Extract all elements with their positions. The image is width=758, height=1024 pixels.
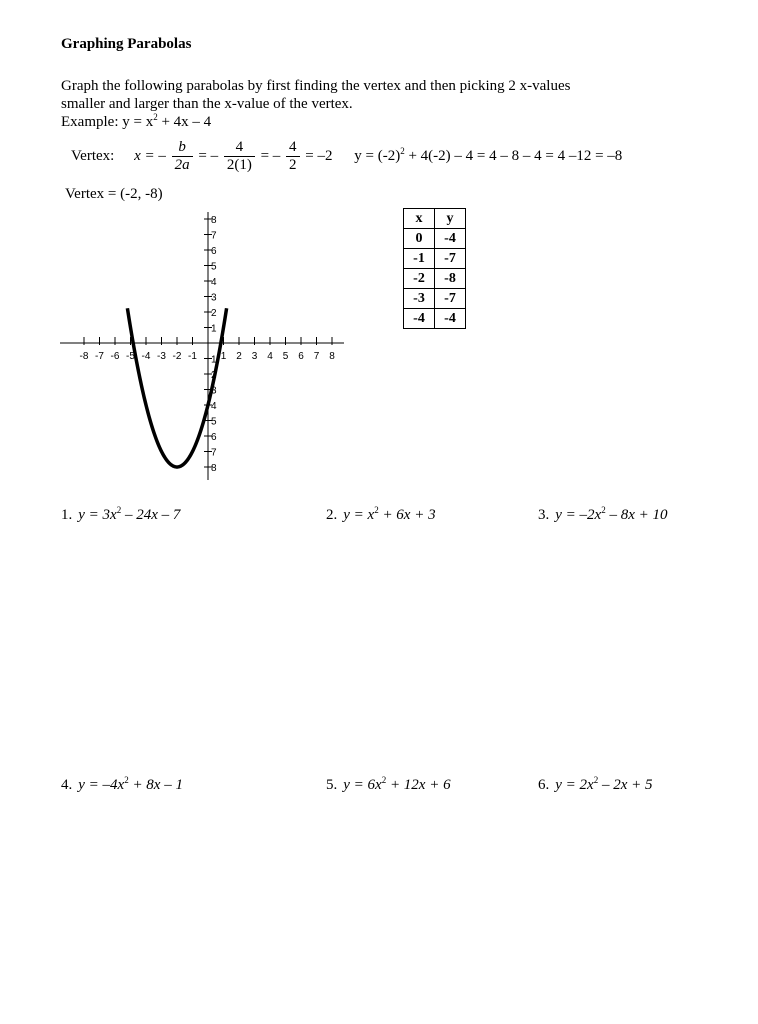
fraction-denominator: 2a [172, 156, 193, 174]
table-row [404, 309, 466, 329]
vertex-x-result: = –2 [305, 148, 333, 164]
y-tick-label: 3 [211, 385, 217, 397]
y-calc-part-b: + 4(-2) – 4 = 4 – 8 – 4 = 4 –12 = –8 [404, 148, 623, 164]
y-tick-label: 3 [211, 292, 217, 304]
table-cell-y: -4 [435, 309, 466, 329]
x-tick-label: -4 [141, 351, 151, 362]
problem-exponent: 2 [124, 775, 129, 785]
y-tick-label: 7 [211, 230, 217, 242]
problem-exponent: 2 [116, 505, 122, 515]
example-rest: + 4x – 4 [157, 114, 212, 130]
y-tick-label: 1 [211, 323, 217, 335]
x-tick-label: 8 [329, 351, 335, 362]
y-calc-exponent: 2 [400, 146, 405, 156]
fraction-numerator: 4 [289, 139, 297, 155]
problem-number: 2. [326, 507, 338, 523]
y-tick-label: 4 [211, 277, 217, 288]
x-tick-label: -3 [157, 351, 166, 362]
fraction-b-over-2a [172, 139, 193, 174]
fraction-4-over-2 [286, 139, 300, 174]
x-tick-label: -7 [95, 351, 104, 362]
example-exponent: 2 [153, 112, 158, 122]
page-title: Graphing Parabolas [61, 36, 192, 52]
y-tick-label: 8 [211, 463, 217, 474]
problem-equation-start: y = 3x [78, 507, 117, 523]
problem-equation-start: y = –4x [78, 777, 125, 793]
problem-6 [538, 777, 652, 794]
fraction-numerator: b [178, 139, 186, 155]
problem-number: 4. [61, 777, 73, 793]
table-cell-y: -4 [435, 229, 466, 249]
problem-5 [326, 777, 451, 794]
y-tick-label: 5 [211, 261, 217, 273]
table-cell-x: 0 [404, 229, 435, 249]
table-row [404, 289, 466, 309]
table-cell-x: -2 [404, 269, 435, 289]
table-header-row [404, 209, 466, 229]
table-cell-y: -7 [435, 289, 466, 309]
problem-exponent: 2 [374, 505, 379, 515]
x-tick-label: -1 [188, 351, 197, 362]
instructions-line-1: Graph the following parabolas by first finding the vertex and then picking 2 x-values [61, 78, 571, 94]
fraction-numerator: 4 [235, 139, 244, 155]
x-tick-label: 2 [236, 351, 242, 362]
fraction-4-over-2-1 [224, 139, 255, 174]
problem-1 [61, 507, 180, 524]
x-tick-label: 4 [267, 351, 273, 362]
fraction-denominator: 2(1) [224, 156, 255, 174]
problem-number: 5. [326, 777, 338, 793]
problem-equation-start: y = 2x [555, 777, 594, 793]
y-tick-label: 6 [211, 246, 217, 257]
x-tick-label: -5 [126, 351, 135, 362]
table-cell-y: -8 [435, 269, 466, 289]
table-cell-x: -3 [404, 289, 435, 309]
problem-4 [61, 777, 183, 794]
problem-exponent: 2 [593, 775, 599, 785]
table-row [404, 249, 466, 269]
problem-equation-start: y = x [343, 507, 375, 523]
y-tick-label: 8 [211, 215, 217, 226]
problem-equation-end: + 12x + 6 [386, 777, 451, 793]
problem-exponent: 2 [381, 775, 387, 785]
fraction-denominator: 2 [286, 156, 300, 174]
y-tick-label: 2 [211, 370, 217, 381]
example-label: Example: y = x [61, 114, 154, 130]
vertex-calculation [71, 139, 622, 183]
problem-equation-end: – 8x + 10 [605, 507, 668, 523]
problem-equation-end: – 2x + 5 [598, 777, 653, 793]
x-tick-label: -8 [79, 351, 89, 362]
y-tick-label: 4 [211, 401, 217, 412]
problem-equation-start: y = –2x [555, 507, 602, 523]
equals-sign: = – [260, 148, 281, 164]
x-tick-label: 7 [313, 351, 320, 362]
table-cell-x: -4 [404, 309, 435, 329]
xy-table [403, 208, 466, 329]
instructions-line-2: smaller and larger than the x-value of the vertex. [61, 96, 353, 112]
x-tick-label: 1 [220, 351, 227, 362]
problem-number: 1. [61, 507, 73, 523]
table-row [404, 269, 466, 289]
table-row [404, 229, 466, 249]
problem-equation-end: + 6x + 3 [378, 507, 436, 523]
vertex-lhs: x = – [134, 148, 166, 164]
vertex-y-calculation [354, 148, 622, 165]
example-equation [61, 113, 570, 131]
y-tick-label: 5 [211, 416, 217, 428]
table-cell-x: -1 [404, 249, 435, 269]
parabola-graph [58, 200, 348, 485]
problem-exponent: 2 [601, 505, 606, 515]
vertex-result: Vertex = (-2, -8) [65, 186, 163, 202]
equals-sign: = – [198, 148, 219, 164]
problem-number: 3. [538, 507, 550, 523]
y-tick-label: 7 [211, 447, 217, 459]
problem-equation-end: – 24x – 7 [121, 507, 181, 523]
problem-number: 6. [538, 777, 550, 793]
table-header-x: x [404, 209, 435, 229]
x-tick-label: -2 [172, 351, 182, 362]
table-header-y: y [435, 209, 466, 229]
problem-equation-start: y = 6x [343, 777, 382, 793]
y-calc-part-a: y = (-2) [354, 148, 401, 164]
x-tick-label: 6 [298, 351, 304, 362]
table-cell-y: -7 [435, 249, 466, 269]
problem-3 [538, 507, 667, 524]
y-tick-label: 2 [211, 308, 217, 319]
instructions [61, 77, 570, 131]
vertex-label: Vertex: [71, 148, 115, 164]
problem-equation-end: + 8x – 1 [128, 777, 183, 793]
x-tick-label: 5 [282, 351, 289, 362]
x-tick-label: -6 [110, 351, 120, 362]
y-tick-label: 6 [211, 432, 217, 443]
y-tick-label: 1 [211, 354, 217, 366]
problem-2 [326, 507, 436, 524]
x-tick-label: 3 [251, 351, 258, 362]
